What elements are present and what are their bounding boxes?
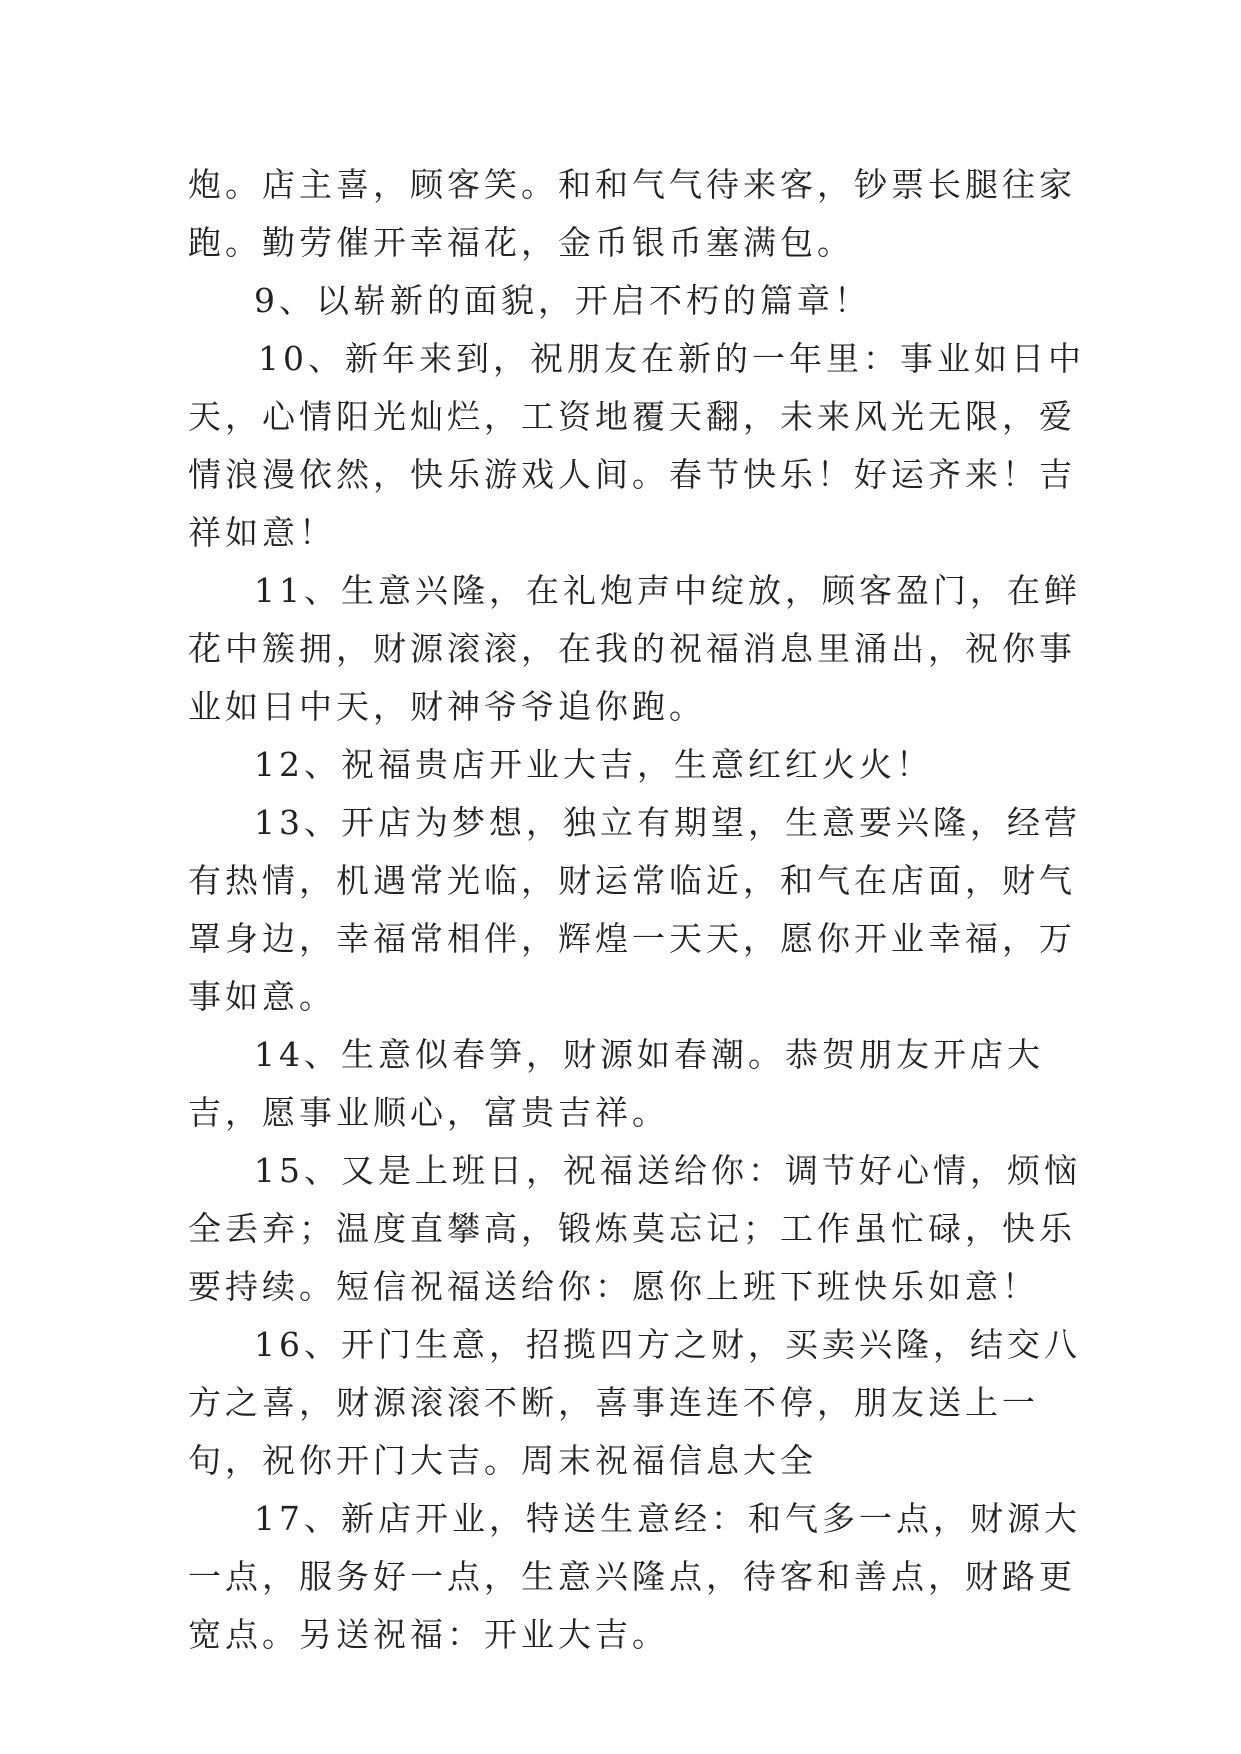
list-item-14: 14、生意似春笋，财源如春潮。恭贺朋友开店大吉，愿事业顺心，富贵吉祥。 bbox=[188, 1035, 1044, 1132]
list-item-9: 9、以崭新的面貌，开启不朽的篇章！ bbox=[254, 281, 871, 320]
document-body bbox=[188, 156, 1088, 1664]
paragraph-continuation: 炮。店主喜，顾客笑。和和气气待来客，钞票长腿往家跑。勤劳催开幸福花，金币银币塞满包。 bbox=[188, 165, 1076, 262]
list-item-16: 16、开门生意，招揽四方之财，买卖兴隆，结交八方之喜，财源滚滚不断，喜事连连不停，朋友送上一句，祝你开门大吉。周末祝福信息大全 bbox=[188, 1325, 1081, 1480]
list-item-12: 12、祝福贵店开业大吉，生意红红火火！ bbox=[254, 745, 933, 784]
list-item-15: 15、又是上班日，祝福送给你：调节好心情，烦恼全丢弃；温度直攀高，锻炼莫忘记；工作虽忙碌，快乐要持续。短信祝福送给你：愿你上班下班快乐如意！ bbox=[188, 1151, 1081, 1306]
list-item-11: 11、生意兴隆，在礼炮声中绽放，顾客盈门，在鲜花中簇拥，财源滚滚，在我的祝福消息里涌出，祝你事业如日中天，财神爷爷追你跑。 bbox=[188, 571, 1081, 726]
list-item-10: 10、新年来到，祝朋友在新的一年里：事业如日中天，心情阳光灿烂，工资地覆天翻，未来风光无限，爱情浪漫依然，快乐游戏人间。春节快乐！好运齐来！吉祥如意！ bbox=[188, 339, 1085, 552]
list-item-13: 13、开店为梦想，独立有期望，生意要兴隆，经营有热情，机遇常光临，财运常临近，和气在店面，财气罩身边，幸福常相伴，辉煌一天天，愿你开业幸福，万事如意。 bbox=[188, 803, 1081, 1016]
list-item-17: 17、新店开业，特送生意经：和气多一点，财源大一点，服务好一点，生意兴隆点，待客和善点，财路更宽点。另送祝福：开业大吉。 bbox=[188, 1499, 1081, 1654]
